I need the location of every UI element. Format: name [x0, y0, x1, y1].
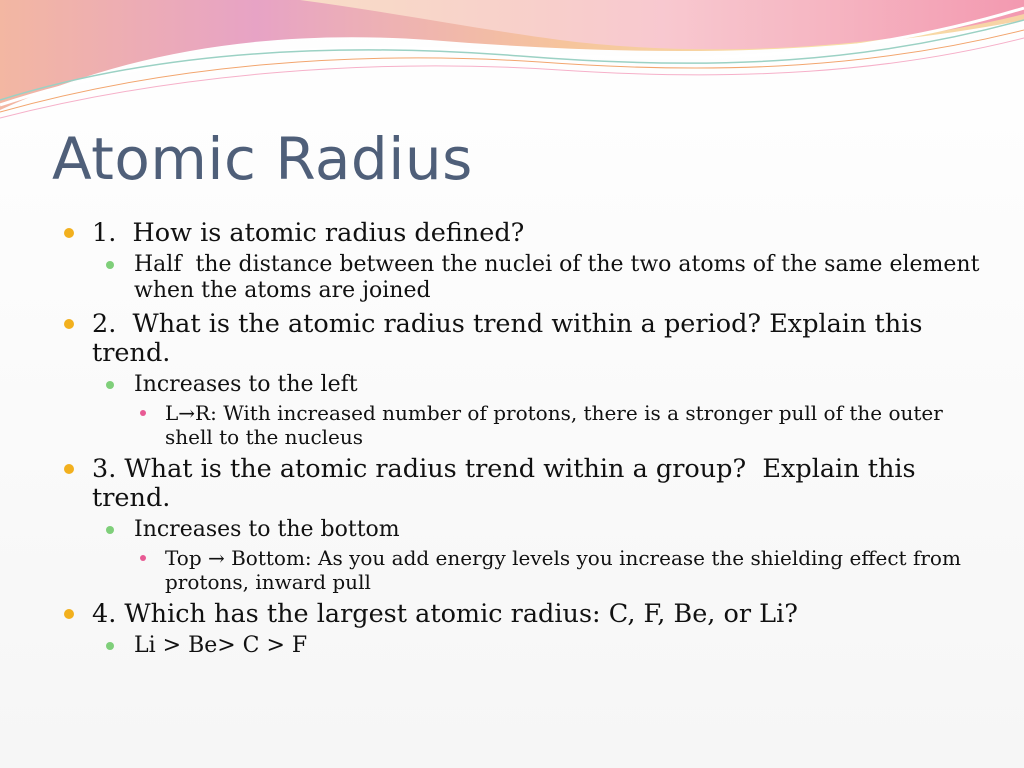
- bullet-question-3: [62, 455, 982, 513]
- bullet-dot-icon: [64, 609, 74, 619]
- bullet-text: 2. What is the atomic radius trend within a period? Explain this trend.: [92, 309, 931, 368]
- bullet-text: 3. What is the atomic radius trend within a group? Explain this trend.: [92, 454, 924, 513]
- bullet-text: Increases to the left: [134, 372, 358, 397]
- bullet-answer-3: [62, 517, 982, 543]
- bullet-dot-icon: [64, 464, 74, 474]
- bullet-text: Increases to the bottom: [134, 517, 400, 542]
- bullet-dot-icon: [64, 319, 74, 329]
- bullet-text: Half the distance between the nuclei of the two atoms of the same element when the atoms are joined: [134, 252, 987, 303]
- bullet-list: [62, 218, 987, 659]
- bullet-answer-4: [62, 633, 982, 659]
- bullet-text: L→R: With increased number of protons, there is a stronger pull of the outer shell to the nucleus: [165, 401, 950, 449]
- bullet-dot-icon: [106, 261, 114, 269]
- bullet-question-2: [62, 310, 982, 368]
- bullet-explanation-2: [62, 401, 982, 449]
- bullet-dot-icon: [106, 381, 114, 389]
- bullet-answer-2: [62, 372, 982, 398]
- bullet-dot-icon: [140, 555, 146, 561]
- bullet-question-4: [62, 600, 982, 629]
- slide-title: Atomic Radius: [52, 125, 473, 193]
- bullet-dot-icon: [140, 410, 146, 416]
- bullet-dot-icon: [106, 526, 114, 534]
- bullet-text: Li > Be> C > F: [134, 633, 308, 658]
- decorative-wave-banner: [0, 0, 1024, 130]
- bullet-text: 4. Which has the largest atomic radius: C, F, Be, or Li?: [92, 599, 798, 629]
- bullet-question-1: [62, 219, 982, 248]
- bullet-answer-1: [62, 252, 987, 304]
- bullet-dot-icon: [64, 228, 74, 238]
- bullet-text: Top → Bottom: As you add energy levels you increase the shielding effect from protons, inward pull: [165, 546, 968, 594]
- bullet-text: 1. How is atomic radius defined?: [92, 218, 525, 248]
- bullet-explanation-3: [62, 546, 982, 594]
- bullet-dot-icon: [106, 642, 114, 650]
